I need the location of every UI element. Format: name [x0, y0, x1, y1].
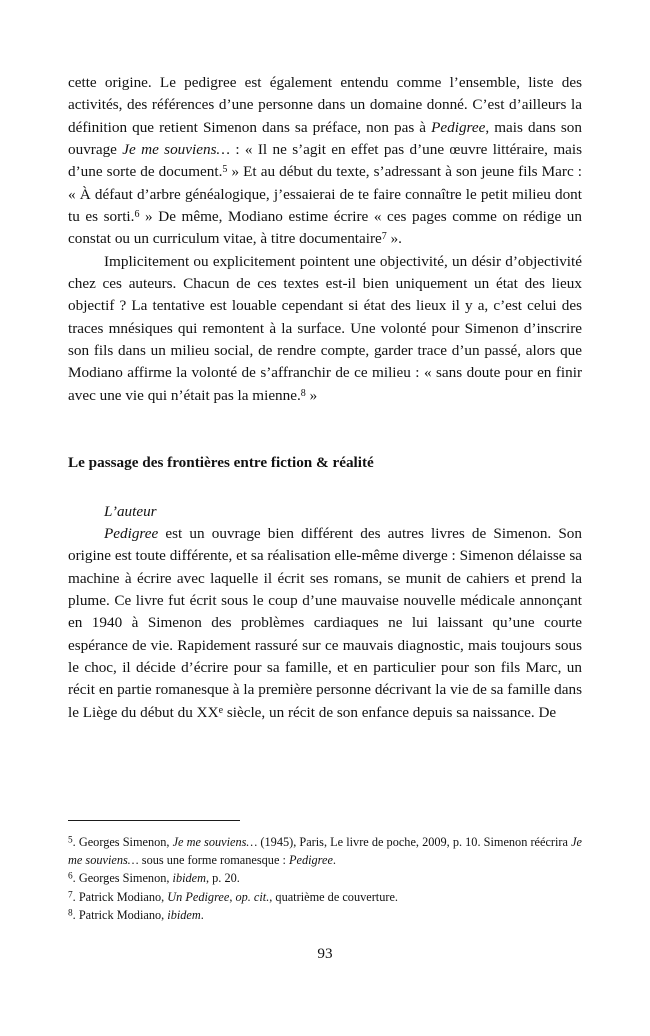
footnote-5-run-3: sous une forme romanesque : — [138, 853, 289, 868]
paragraph-1-run-3: : « Il ne s’agit en effet pas d’une œuvre littéraire, mais d’une sorte de document. — [68, 141, 583, 181]
footnote-6-run-1: . Georges Simenon, — [72, 871, 173, 886]
paragraph-2 — [68, 251, 582, 407]
paragraph-3-run-2: siècle, un récit de son enfance depuis sa naissance. De — [223, 703, 557, 721]
footnote-5-run-2: (1945), Paris, Le livre de poche, 2009, p. 10. Simenon réécrira — [257, 835, 572, 849]
paragraph-1-run-5: » De même, Modiano estime écrire « ces pages comme on rédige un constat ou un curriculum vitae, à titre documentaire — [68, 208, 582, 248]
footnote-5-italic-1: Je me souviens… — [172, 835, 258, 849]
paragraph-1 — [68, 72, 582, 251]
footnote-marker-6[interactable]: 6 — [134, 208, 140, 220]
paragraph-2-run-2: » — [305, 386, 318, 404]
ordinal-suffix-e: e — [218, 704, 224, 716]
footnote-7 — [68, 888, 582, 906]
page-number: 93 — [317, 945, 333, 962]
footnote-6 — [68, 869, 582, 887]
paragraph-3 — [68, 523, 582, 724]
footnote-7-italic-2: op. cit. — [235, 889, 270, 904]
footnote-8-number: 8 — [68, 908, 73, 919]
footnote-marker-8[interactable]: 8 — [300, 387, 306, 399]
paragraph-1-run-1: cette origine. Le pedigree est également entendu comme l’ensemble, liste des activités, des références d’une personne dans un domaine donné. C’est d’ailleurs la définition que retient Simenon dans sa préface, non pas à — [68, 74, 582, 136]
book-title-je-me-souviens: Je me souviens… — [122, 141, 230, 159]
footnote-7-run-2: , — [229, 889, 236, 904]
footnote-marker-5[interactable]: 5 — [222, 164, 228, 176]
footnote-7-run-3: , quatrième de couverture. — [269, 889, 398, 904]
page-body — [68, 72, 582, 724]
paragraph-3-run-1: est un ouvrage bien différent des autres livres de Simenon. Son origine est toute différente, et sa réalisation elle-même diverge : Simenon délaisse sa machine à écrire avec laquelle il écrit ses romans, se munit de cahiers et prend la plume. Ce livre fut écrit sous le coup d’une mauvaise nouvelle médicale annonçant en 1940 à Simenon des problèmes cardiaques ne lui laissant qu’une courte espérance de vie. Rapidement rassuré sur ce mauvais diagnostic, mais toujours sous le choc, il décide d’écrire pour sa famille, et en particulier pour son fils Marc, un récit en partie romanesque à la première personne décrivant la vie de sa famille dans le Liège du début du XX — [68, 524, 582, 721]
paragraph-1-run-4: » Et au début du texte, s’adressant à son jeune fils Marc : « À défaut d’arbre généalogique, j’essaierai de te faire connaître le petit milieu dont tu es sorti. — [68, 163, 582, 226]
footnote-5-run-1: . Georges Simenon, — [72, 835, 173, 849]
footnote-7-italic-1: Un Pedigree — [167, 889, 230, 904]
footnote-8-run-2: . — [200, 907, 204, 922]
footnote-8-italic-1: ibidem — [167, 907, 201, 922]
footnote-5-italic-2: Je me souviens… — [68, 835, 582, 868]
book-title-pedigree: Pedigree — [431, 118, 486, 136]
heading-spacer-above — [68, 407, 582, 452]
section-heading: Le passage des frontières entre fiction & réalité — [68, 454, 374, 472]
footnote-area — [68, 820, 582, 924]
footnote-5-italic-3: Pedigree — [288, 853, 333, 868]
footnote-6-italic-1: ibidem — [172, 871, 206, 886]
footnote-5 — [68, 833, 582, 869]
footnote-7-run-1: . Patrick Modiano, — [72, 889, 168, 904]
book-title-pedigree-2: Pedigree — [104, 524, 159, 542]
footnote-6-number: 6 — [68, 871, 73, 882]
paragraph-1-run-2: , mais dans son ouvrage — [68, 118, 582, 159]
paragraph-1-run-6: ». — [386, 230, 402, 248]
footnote-8-run-1: . Patrick Modiano, — [72, 907, 168, 922]
footnote-marker-7[interactable]: 7 — [381, 231, 387, 243]
footnote-7-number: 7 — [68, 889, 73, 900]
footnote-6-run-2: , p. 20. — [206, 871, 240, 886]
footnote-5-number: 5 — [68, 835, 73, 846]
heading-spacer-below — [68, 475, 582, 501]
footnote-separator-rule — [68, 820, 240, 821]
paragraph-2-run-1: Implicitement ou explicitement pointent une objectivité, un désir d’objectivité chez ces auteurs. Chacun de ces textes est-il bien uniquement un état des lieux objectif ? La tentative est louable cependant si état des lieux il y a, c’est celui des traces mnésiques qui remontent à la surface. Une volonté pour Simenon d’inscrire son fils dans un milieu social, de rendre compte, garder trace d’un passé, alors que Modiano affirme la volonté de s’affranchir de ce milieu : « sans doute pour en finir avec une vie qui n’était pas la mienne. — [68, 252, 582, 404]
footnote-5-run-4: . — [332, 853, 336, 868]
subsection-heading: L’auteur — [104, 502, 157, 520]
footnote-8 — [68, 906, 582, 924]
